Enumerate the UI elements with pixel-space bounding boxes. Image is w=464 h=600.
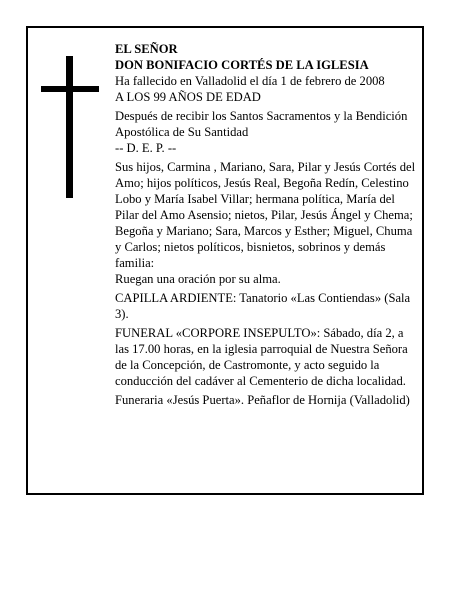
sacraments-paragraph: Después de recibir los Santos Sacramentos y la Bendición Apostólica de Su Santidad	[115, 109, 408, 139]
age-line: A LOS 99 AÑOS DE EDAD	[115, 90, 261, 104]
cross-icon	[41, 56, 99, 198]
chapel-paragraph: CAPILLA ARDIENTE: Tanatorio «Las Contiendas» (Sala 3).	[115, 291, 411, 321]
title-line-1: EL SEÑOR	[115, 42, 178, 56]
funeral-paragraph: FUNERAL «CORPORE INSEPULTO»: Sábado, día 2, a las 17.00 horas, en la iglesia parroquial de Nuestra Señora de la Concepción, de Castromonte, y acto seguido la conducción del cadáver al Cementerio de dicha localidad.	[115, 326, 408, 388]
prayer-line: Ruegan una oración por su alma.	[115, 272, 281, 286]
family-paragraph: Sus hijos, Carmina , Mariano, Sara, Pilar y Jesús Cortés del Amo; hijos políticos, Jesús Real, Begoña Redín, Celestino Lobo y María Isabel Villar; hermana política, María del Pilar del Amo Asensio; nietos, Pilar, Jesús Ángel y Chema; Begoña y Mariano; Sara, Marcos y Esther; Miguel, Chuma y Carlos; nietos políticos, bisnietos, sobrinos y demás familia:	[115, 160, 416, 270]
obituary-notice	[26, 26, 424, 495]
death-line: Ha fallecido en Valladolid el día 1 de febrero de 2008	[115, 74, 385, 88]
funeral-home-paragraph: Funeraria «Jesús Puerta». Peñaflor de Hornija (Valladolid)	[115, 393, 410, 407]
cross-horizontal-bar	[41, 86, 99, 92]
dep-line: -- D. E. P. --	[115, 141, 177, 155]
notice-text	[115, 41, 419, 408]
deceased-name: DON BONIFACIO CORTÉS DE LA IGLESIA	[115, 58, 369, 72]
cross-vertical-bar	[66, 56, 73, 198]
